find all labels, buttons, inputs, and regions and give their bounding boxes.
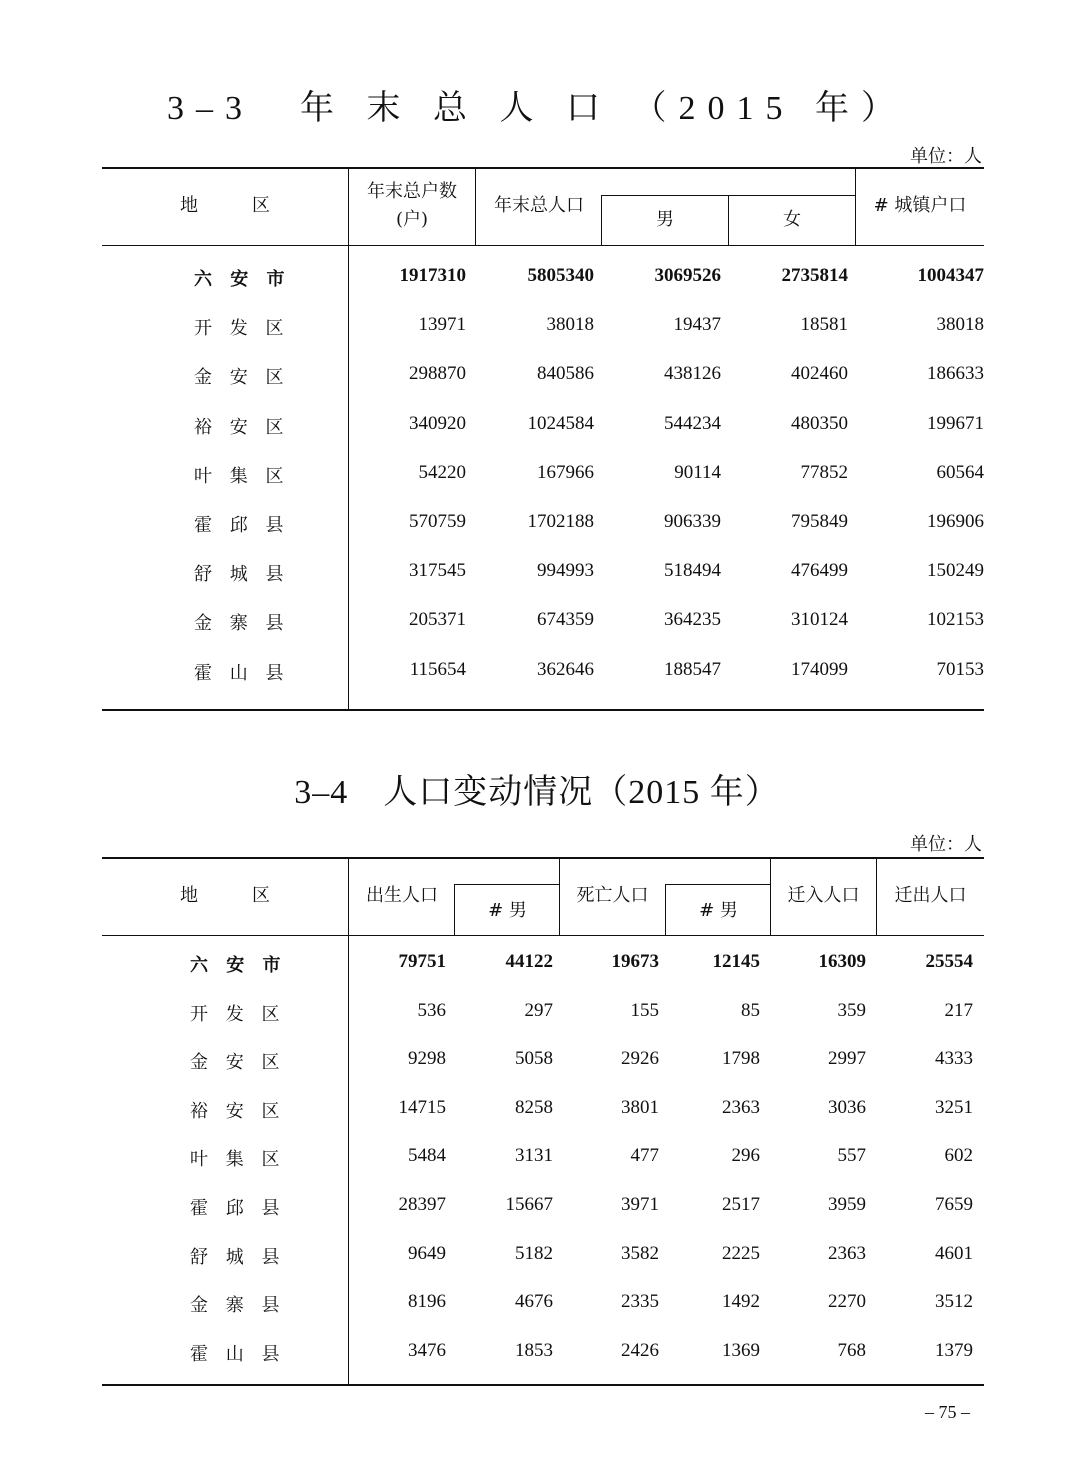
region-name: 叶 集 区 bbox=[194, 465, 290, 487]
cell-female: 480350 bbox=[791, 412, 848, 434]
cell-deaths-male: 296 bbox=[731, 1145, 760, 1167]
cell-births-male: 1853 bbox=[515, 1339, 553, 1361]
table1-header-female: 女 bbox=[783, 209, 801, 230]
cell-in: 3959 bbox=[828, 1194, 866, 1215]
cell-male: 544234 bbox=[664, 412, 721, 434]
table-row bbox=[102, 1000, 984, 1030]
cell-urban: 150249 bbox=[927, 560, 984, 582]
cell-population: 994993 bbox=[537, 560, 594, 582]
cell-out: 4333 bbox=[935, 1048, 973, 1070]
region-name: 裕 安 区 bbox=[190, 1100, 286, 1122]
cell-births-male: 5058 bbox=[515, 1048, 553, 1070]
region-name: 开 发 区 bbox=[194, 318, 290, 340]
table1-header-population: 年末总人口 bbox=[494, 195, 584, 216]
cell-male: 906339 bbox=[664, 511, 721, 532]
table-row bbox=[102, 1243, 984, 1273]
cell-deaths: 155 bbox=[630, 999, 659, 1021]
region-name: 六 安 市 bbox=[194, 269, 291, 290]
cell-population: 362646 bbox=[537, 658, 594, 680]
cell-out: 25554 bbox=[925, 951, 973, 972]
cell-in: 768 bbox=[837, 1339, 866, 1361]
cell-female: 795849 bbox=[791, 511, 848, 532]
cell-deaths-male: 1369 bbox=[722, 1339, 760, 1361]
cell-births: 79751 bbox=[398, 951, 446, 972]
region-name: 金 安 区 bbox=[194, 367, 290, 389]
cell-urban: 199671 bbox=[927, 412, 984, 434]
table2-subheader-rule bbox=[454, 884, 560, 885]
table2-top-rule bbox=[102, 857, 984, 859]
table-row bbox=[102, 1194, 984, 1224]
cell-female: 18581 bbox=[800, 314, 848, 336]
cell-urban: 60564 bbox=[936, 461, 984, 483]
cell-female: 476499 bbox=[791, 560, 848, 582]
cell-deaths-male: 2225 bbox=[722, 1242, 760, 1264]
cell-out: 4601 bbox=[935, 1242, 973, 1264]
cell-births-male: 15667 bbox=[505, 1194, 553, 1215]
table1-top-rule bbox=[102, 167, 984, 169]
cell-male: 19437 bbox=[673, 314, 721, 336]
cell-births: 3476 bbox=[408, 1339, 446, 1361]
cell-population: 1702188 bbox=[527, 511, 594, 532]
cell-urban: 196906 bbox=[927, 511, 984, 532]
cell-male: 518494 bbox=[664, 560, 721, 582]
cell-births-male: 297 bbox=[524, 999, 553, 1021]
table2-header-births: 出生人口 bbox=[366, 885, 438, 906]
cell-births-male: 3131 bbox=[515, 1145, 553, 1167]
table-row bbox=[102, 511, 984, 541]
cell-births-male: 5182 bbox=[515, 1242, 553, 1264]
cell-births: 536 bbox=[417, 999, 446, 1021]
region-name: 金 寨 县 bbox=[194, 613, 290, 635]
cell-population: 1024584 bbox=[527, 412, 594, 434]
table2-header-births-male: # 男 bbox=[488, 900, 527, 921]
cell-female: 77852 bbox=[800, 461, 848, 483]
cell-male: 364235 bbox=[664, 609, 721, 631]
cell-urban: 102153 bbox=[927, 609, 984, 631]
cell-population: 167966 bbox=[537, 461, 594, 483]
cell-male: 90114 bbox=[674, 461, 721, 483]
cell-in: 2270 bbox=[828, 1291, 866, 1313]
cell-out: 602 bbox=[944, 1145, 973, 1167]
table-row bbox=[102, 951, 984, 981]
table2-header-deaths-male: # 男 bbox=[699, 900, 738, 921]
cell-male: 3069526 bbox=[654, 265, 721, 286]
table2-header-in: 迁入人口 bbox=[787, 885, 860, 906]
table2-title: 3–4 人口变动情况（2015 年） bbox=[294, 774, 780, 811]
cell-households: 570759 bbox=[409, 511, 466, 532]
cell-births: 14715 bbox=[398, 1096, 446, 1118]
cell-births-male: 8258 bbox=[515, 1096, 553, 1118]
cell-households: 54220 bbox=[418, 461, 466, 483]
table-row bbox=[102, 1048, 984, 1078]
table-row bbox=[102, 314, 984, 344]
cell-out: 3251 bbox=[935, 1096, 973, 1118]
table-row bbox=[102, 462, 984, 492]
cell-deaths-male: 85 bbox=[741, 999, 760, 1021]
region-name: 舒 城 县 bbox=[194, 564, 290, 586]
cell-deaths: 3801 bbox=[621, 1096, 659, 1118]
cell-female: 174099 bbox=[791, 658, 848, 680]
cell-deaths-male: 1798 bbox=[722, 1048, 760, 1070]
table2-unit: 单位：人 bbox=[910, 834, 982, 855]
table-row bbox=[102, 413, 984, 443]
table1-header-households: 年末总户数 bbox=[367, 181, 457, 202]
table2-bottom-rule bbox=[102, 1384, 984, 1386]
cell-births: 28397 bbox=[398, 1194, 446, 1215]
region-name: 霍 山 县 bbox=[194, 662, 290, 684]
cell-deaths: 2426 bbox=[621, 1339, 659, 1361]
cell-households: 115654 bbox=[409, 658, 466, 680]
cell-households: 317545 bbox=[409, 560, 466, 582]
table1-header-region: 地 区 bbox=[180, 195, 270, 216]
cell-urban: 38018 bbox=[936, 314, 984, 336]
cell-female: 2735814 bbox=[781, 265, 848, 286]
cell-out: 7659 bbox=[935, 1194, 973, 1215]
table-row bbox=[102, 363, 984, 393]
cell-out: 3512 bbox=[935, 1291, 973, 1313]
table1-header-households-unit: (户) bbox=[395, 209, 429, 230]
cell-population: 5805340 bbox=[527, 265, 594, 286]
cell-households: 298870 bbox=[409, 363, 466, 385]
cell-births-male: 44122 bbox=[505, 951, 553, 972]
table1-bottom-rule bbox=[102, 709, 984, 711]
cell-deaths-male: 12145 bbox=[712, 951, 760, 972]
cell-in: 16309 bbox=[818, 951, 866, 972]
cell-in: 2363 bbox=[828, 1242, 866, 1264]
table-row bbox=[102, 1097, 984, 1127]
cell-male: 438126 bbox=[664, 363, 721, 385]
table1-unit: 单位：人 bbox=[910, 146, 982, 167]
table2-header-rule bbox=[102, 935, 984, 936]
table-row bbox=[102, 659, 984, 689]
cell-deaths: 3971 bbox=[621, 1194, 659, 1215]
cell-deaths-male: 2363 bbox=[722, 1096, 760, 1118]
region-name: 霍 邱 县 bbox=[190, 1198, 286, 1219]
table1-header-urban: # 城镇户口 bbox=[873, 195, 967, 216]
region-name: 霍 邱 县 bbox=[194, 515, 290, 536]
cell-female: 310124 bbox=[791, 609, 848, 631]
cell-deaths-male: 1492 bbox=[722, 1291, 760, 1313]
cell-in: 2997 bbox=[828, 1048, 866, 1070]
cell-births-male: 4676 bbox=[515, 1291, 553, 1313]
cell-households: 1917310 bbox=[399, 265, 466, 286]
cell-in: 359 bbox=[837, 999, 866, 1021]
cell-births: 8196 bbox=[408, 1291, 446, 1313]
region-name: 裕 安 区 bbox=[194, 416, 290, 438]
cell-households: 205371 bbox=[409, 609, 466, 631]
table-row bbox=[102, 1291, 984, 1321]
cell-female: 402460 bbox=[791, 363, 848, 385]
table-row bbox=[102, 609, 984, 639]
cell-households: 13971 bbox=[418, 314, 466, 336]
region-name: 舒 城 县 bbox=[190, 1246, 286, 1268]
cell-population: 38018 bbox=[546, 314, 594, 336]
region-name: 金 安 区 bbox=[190, 1052, 286, 1074]
table2-subheader-rule bbox=[665, 884, 771, 885]
cell-population: 840586 bbox=[537, 363, 594, 385]
cell-population: 674359 bbox=[537, 609, 594, 631]
table1-header-rule bbox=[102, 245, 984, 246]
table2-header-region: 地 区 bbox=[180, 885, 270, 906]
table2-header-out: 迁出人口 bbox=[894, 885, 967, 906]
cell-deaths: 19673 bbox=[611, 951, 659, 972]
cell-urban: 70153 bbox=[936, 658, 984, 680]
table-row bbox=[102, 265, 984, 295]
cell-births: 9298 bbox=[408, 1048, 446, 1070]
cell-male: 188547 bbox=[664, 658, 721, 680]
cell-deaths: 477 bbox=[630, 1145, 659, 1167]
table1-header-male: 男 bbox=[656, 209, 674, 230]
cell-deaths: 2926 bbox=[621, 1048, 659, 1070]
cell-out: 217 bbox=[944, 999, 973, 1021]
table1-title: 3–3 年 末 总 人 口 （2015 年） bbox=[167, 90, 907, 127]
region-name: 叶 集 区 bbox=[190, 1149, 286, 1171]
region-name: 金 寨 县 bbox=[190, 1295, 286, 1317]
cell-deaths: 2335 bbox=[621, 1291, 659, 1313]
cell-deaths: 3582 bbox=[621, 1242, 659, 1264]
cell-births: 9649 bbox=[408, 1242, 446, 1264]
table-row bbox=[102, 1145, 984, 1175]
region-name: 霍 山 县 bbox=[190, 1343, 286, 1365]
region-name: 开 发 区 bbox=[190, 1003, 286, 1025]
region-name: 六 安 市 bbox=[190, 955, 287, 976]
cell-out: 1379 bbox=[935, 1339, 973, 1361]
cell-urban: 1004347 bbox=[917, 265, 984, 286]
table2-header-deaths: 死亡人口 bbox=[576, 885, 649, 906]
cell-households: 340920 bbox=[409, 412, 466, 434]
cell-births: 5484 bbox=[408, 1145, 446, 1167]
cell-in: 3036 bbox=[828, 1096, 866, 1118]
table-row bbox=[102, 560, 984, 590]
table-row bbox=[102, 1340, 984, 1370]
cell-in: 557 bbox=[837, 1145, 866, 1167]
cell-deaths-male: 2517 bbox=[722, 1194, 760, 1215]
cell-urban: 186633 bbox=[927, 363, 984, 385]
page-number: – 75 – bbox=[925, 1402, 970, 1422]
